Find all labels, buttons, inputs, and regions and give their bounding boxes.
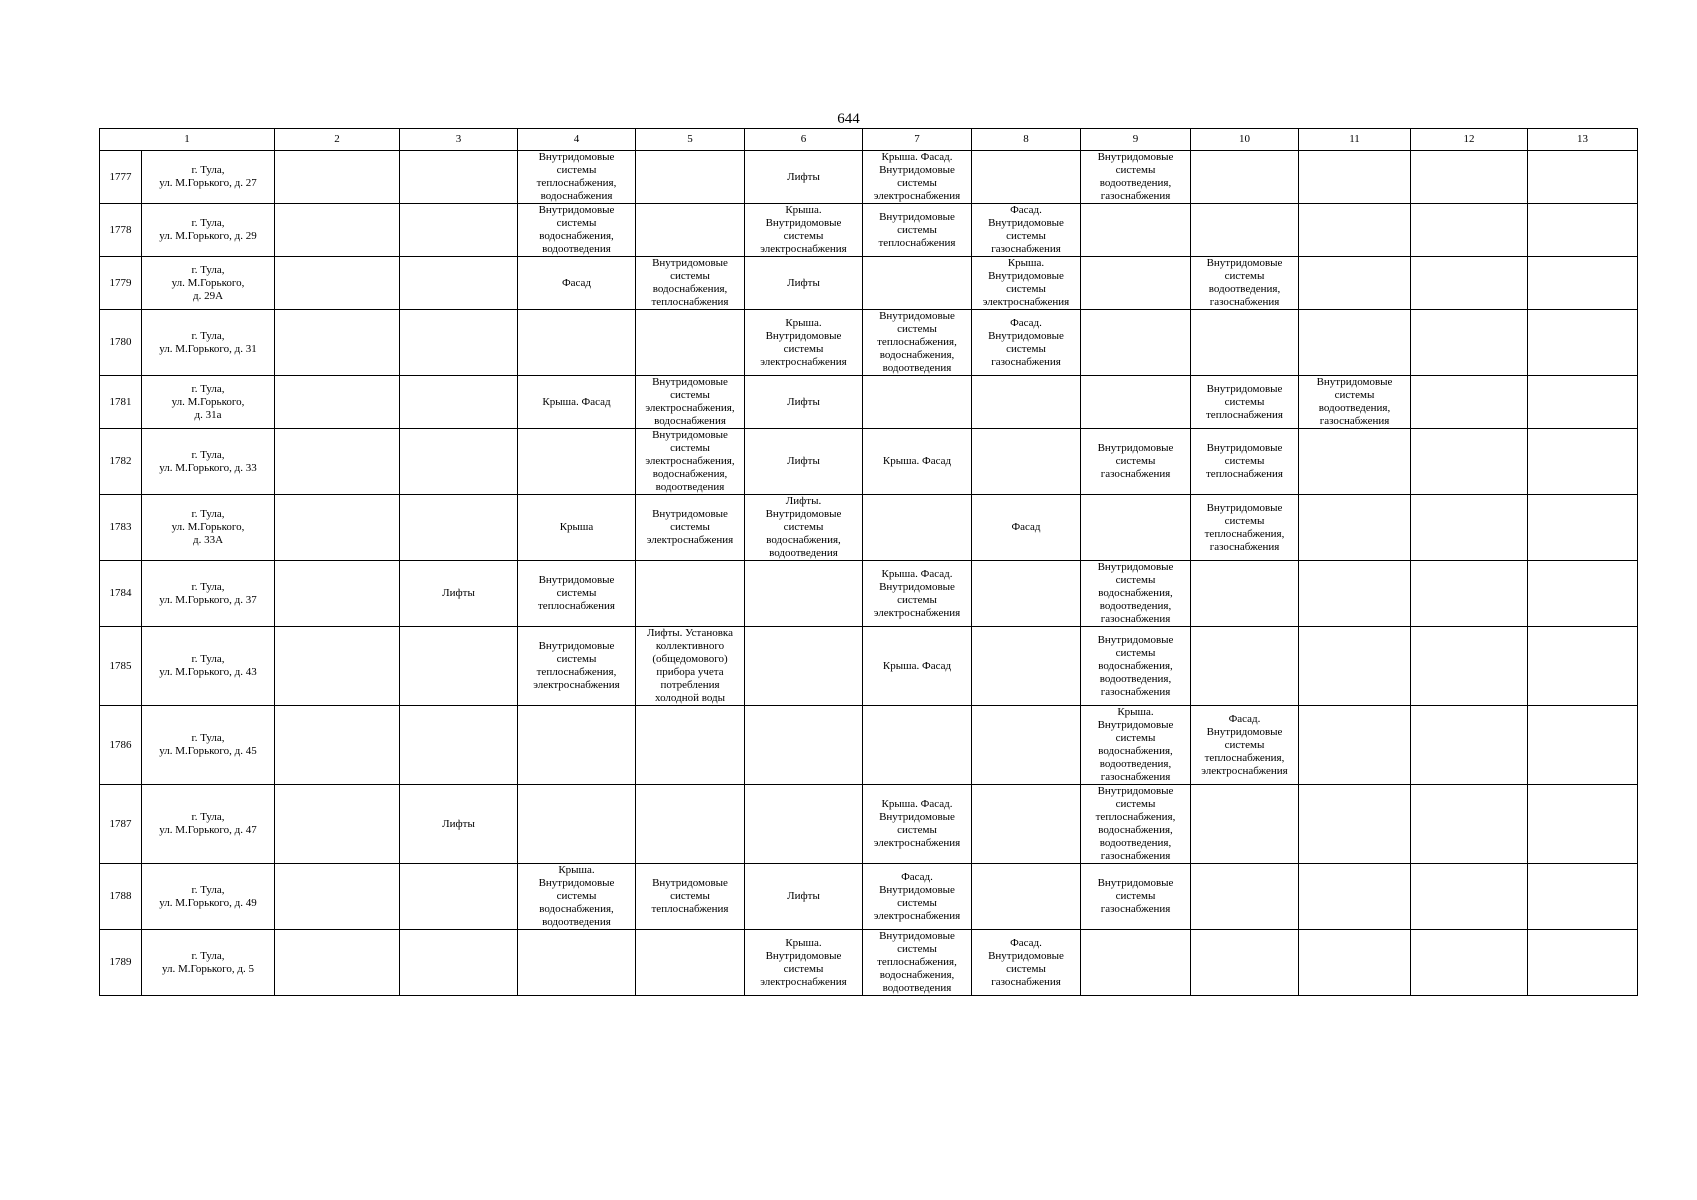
work-cell-3	[400, 376, 518, 429]
work-cell-10	[1191, 561, 1299, 627]
address-text: г. Тула, ул. М.Горького, д. 43	[159, 653, 257, 678]
address-cell	[142, 930, 275, 996]
work-cell-2	[275, 151, 400, 204]
work-cell-13	[1528, 930, 1638, 996]
work-cell-5	[636, 706, 745, 785]
work-text: Фасад	[1011, 521, 1041, 533]
work-cell-7	[863, 706, 972, 785]
row-number: 1781	[100, 376, 142, 429]
address-text: г. Тула, ул. М.Горького, д. 45	[159, 732, 257, 757]
column-header: 8	[972, 129, 1081, 151]
work-cell-6	[745, 429, 863, 495]
work-cell-2	[275, 706, 400, 785]
work-cell-2	[275, 561, 400, 627]
work-cell-13	[1528, 495, 1638, 561]
work-cell-13	[1528, 706, 1638, 785]
work-text: Внутридомовые системы теплоснабжения	[651, 877, 729, 915]
work-cell-9	[1081, 429, 1191, 495]
work-text: Крыша. Фасад. Внутридомовые системы электроснабжения	[873, 798, 961, 849]
work-text: Внутридомовые системы водоснабжения, водоотведения, газоснабжения	[1097, 561, 1174, 625]
work-cell-7	[863, 376, 972, 429]
work-cell-9	[1081, 204, 1191, 257]
table-row	[100, 376, 1638, 429]
work-cell-7	[863, 310, 972, 376]
work-cell-9	[1081, 627, 1191, 706]
work-text: Внутридомовые системы водоотведения, газоснабжения	[1206, 257, 1283, 308]
work-cell-2	[275, 864, 400, 930]
work-cell-5	[636, 864, 745, 930]
address-text: г. Тула, ул. М.Горького, д. 27	[159, 164, 257, 189]
address-text: г. Тула, ул. М.Горького, д. 29	[159, 217, 257, 242]
row-number: 1782	[100, 429, 142, 495]
work-cell-10	[1191, 706, 1299, 785]
row-number: 1778	[100, 204, 142, 257]
work-cell-5	[636, 785, 745, 864]
work-cell-4	[518, 429, 636, 495]
address-text: г. Тула, ул. М.Горького, д. 5	[161, 949, 255, 975]
work-cell-11	[1299, 257, 1411, 310]
page-number: 644	[837, 111, 860, 127]
work-cell-5	[636, 495, 745, 561]
work-cell-6	[745, 310, 863, 376]
address-text: г. Тула, ул. М.Горького, д. 31а	[171, 382, 245, 421]
work-cell-5	[636, 561, 745, 627]
address-text: г. Тула, ул. М.Горького, д. 33А	[171, 508, 245, 546]
work-cell-8	[972, 785, 1081, 864]
address-cell	[142, 785, 275, 864]
work-text: Внутридомовые системы водоотведения, газоснабжения	[1097, 151, 1174, 202]
work-cell-7	[863, 257, 972, 310]
work-cell-9	[1081, 706, 1191, 785]
work-text: Внутридомовые системы теплоснабжения	[538, 574, 615, 612]
address-cell	[142, 257, 275, 310]
column-header: 9	[1081, 129, 1191, 151]
column-header: 1	[100, 129, 275, 151]
address-cell	[142, 706, 275, 785]
work-cell-4	[518, 151, 636, 204]
work-text: Лифты	[787, 395, 820, 408]
work-cell-2	[275, 257, 400, 310]
work-cell-2	[275, 376, 400, 429]
work-cell-12	[1411, 706, 1528, 785]
work-cell-7	[863, 204, 972, 257]
work-cell-12	[1411, 376, 1528, 429]
work-text: Внутридомовые системы теплоснабжения, водоснабжения, водоотведения, газоснабжения	[1095, 785, 1176, 862]
work-text: Внутридомовые системы теплоснабжения, электроснабжения	[533, 640, 620, 691]
work-cell-4	[518, 627, 636, 706]
work-cell-8	[972, 930, 1081, 996]
work-cell-12	[1411, 204, 1528, 257]
column-header: 12	[1411, 129, 1528, 151]
work-cell-7	[863, 864, 972, 930]
work-text: Фасад. Внутридомовые системы электроснабжения	[873, 870, 961, 922]
work-cell-3	[400, 429, 518, 495]
row-number: 1787	[100, 785, 142, 864]
address-text: г. Тула, ул. М.Горького, д. 37	[159, 580, 257, 606]
work-text: Крыша. Фасад	[882, 455, 952, 467]
work-cell-3	[400, 627, 518, 706]
work-cell-5	[636, 429, 745, 495]
work-cell-6	[745, 785, 863, 864]
work-cell-13	[1528, 376, 1638, 429]
work-cell-6	[745, 627, 863, 706]
work-cell-7	[863, 429, 972, 495]
row-number: 1786	[100, 706, 142, 785]
work-cell-4	[518, 376, 636, 429]
work-text: Фасад. Внутридомовые системы газоснабжения	[988, 936, 1064, 988]
work-text: Крыша. Внутридомовые системы электроснабжения	[982, 257, 1070, 308]
table-row	[100, 429, 1638, 495]
work-cell-10	[1191, 864, 1299, 930]
work-cell-6	[745, 257, 863, 310]
work-cell-10	[1191, 930, 1299, 996]
repair-schedule-table	[99, 128, 1638, 996]
work-cell-9	[1081, 495, 1191, 561]
work-cell-8	[972, 151, 1081, 204]
column-header: 3	[400, 129, 518, 151]
work-cell-9	[1081, 561, 1191, 627]
work-text: Внутридомовые системы теплоснабжения, газоснабжения	[1204, 501, 1285, 553]
table-row	[100, 785, 1638, 864]
work-cell-7	[863, 785, 972, 864]
table-row	[100, 310, 1638, 376]
work-cell-5	[636, 151, 745, 204]
address-cell	[142, 627, 275, 706]
work-cell-12	[1411, 151, 1528, 204]
work-cell-4	[518, 257, 636, 310]
column-header: 13	[1528, 129, 1638, 151]
address-cell	[142, 204, 275, 257]
work-text: Внутридомовые системы теплоснабжения, водоснабжения, водоотведения	[877, 930, 957, 994]
work-cell-9	[1081, 785, 1191, 864]
work-cell-3	[400, 310, 518, 376]
address-cell	[142, 429, 275, 495]
work-cell-10	[1191, 204, 1299, 257]
work-cell-6	[745, 930, 863, 996]
work-cell-5	[636, 257, 745, 310]
work-cell-3	[400, 257, 518, 310]
work-cell-8	[972, 376, 1081, 429]
work-text: Фасад. Внутридомовые системы газоснабжения	[988, 316, 1064, 368]
work-cell-2	[275, 930, 400, 996]
work-cell-3	[400, 561, 518, 627]
work-cell-5	[636, 930, 745, 996]
work-cell-2	[275, 204, 400, 257]
work-cell-10	[1191, 495, 1299, 561]
work-cell-11	[1299, 204, 1411, 257]
work-cell-12	[1411, 257, 1528, 310]
work-cell-7	[863, 561, 972, 627]
work-cell-12	[1411, 429, 1528, 495]
work-cell-10	[1191, 151, 1299, 204]
work-cell-3	[400, 706, 518, 785]
work-cell-6	[745, 561, 863, 627]
column-header: 11	[1299, 129, 1411, 151]
work-cell-4	[518, 310, 636, 376]
work-text: Крыша. Внутридомовые системы водоснабжения, водоотведения	[538, 864, 615, 928]
work-cell-5	[636, 627, 745, 706]
work-text: Внутридомовые системы электроснабжения, водоснабжения	[645, 376, 735, 427]
work-cell-10	[1191, 376, 1299, 429]
work-text: Фасад. Внутридомовые системы теплоснабжения, электроснабжения	[1201, 712, 1288, 777]
work-cell-13	[1528, 864, 1638, 930]
column-header: 10	[1191, 129, 1299, 151]
work-text: Внутридомовые системы водоснабжения, водоотведения, газоснабжения	[1097, 633, 1174, 698]
work-cell-10	[1191, 627, 1299, 706]
work-cell-8	[972, 627, 1081, 706]
column-header: 7	[863, 129, 972, 151]
work-cell-11	[1299, 785, 1411, 864]
work-text: Крыша. Фасад	[542, 395, 611, 408]
table-row	[100, 930, 1638, 996]
work-text: Лифты. Внутридомовые системы водоснабжения, водоотведения	[765, 495, 842, 559]
work-text: Фасад	[561, 276, 592, 289]
work-cell-13	[1528, 310, 1638, 376]
row-number: 1779	[100, 257, 142, 310]
work-text: Внутридомовые системы водоснабжения, водоотведения	[538, 204, 615, 255]
work-cell-3	[400, 204, 518, 257]
work-text: Крыша. Внутридомовые системы электроснабжения	[760, 316, 847, 368]
address-cell	[142, 561, 275, 627]
address-cell	[142, 310, 275, 376]
column-header: 2	[275, 129, 400, 151]
work-cell-7	[863, 930, 972, 996]
work-cell-8	[972, 204, 1081, 257]
work-cell-11	[1299, 310, 1411, 376]
work-cell-9	[1081, 376, 1191, 429]
work-cell-12	[1411, 310, 1528, 376]
table-row	[100, 204, 1638, 257]
work-cell-6	[745, 495, 863, 561]
work-cell-7	[863, 151, 972, 204]
work-cell-8	[972, 429, 1081, 495]
row-number: 1780	[100, 310, 142, 376]
work-cell-10	[1191, 429, 1299, 495]
work-cell-4	[518, 785, 636, 864]
work-cell-12	[1411, 495, 1528, 561]
work-cell-7	[863, 495, 972, 561]
work-text: Крыша. Внутридомовые системы водоснабжения, водоотведения, газоснабжения	[1097, 706, 1174, 783]
work-cell-11	[1299, 376, 1411, 429]
row-number: 1784	[100, 561, 142, 627]
work-text: Внутридомовые системы водоснабжения, теплоснабжения	[651, 257, 729, 308]
address-text: г. Тула, ул. М.Горького, д. 31	[159, 329, 257, 355]
work-text: Крыша. Внутридомовые системы электроснабжения	[760, 936, 847, 988]
work-cell-2	[275, 627, 400, 706]
work-cell-12	[1411, 561, 1528, 627]
work-cell-9	[1081, 310, 1191, 376]
work-text: Лифты	[787, 455, 820, 467]
work-cell-8	[972, 495, 1081, 561]
work-text: Лифты	[787, 170, 820, 183]
work-cell-3	[400, 785, 518, 864]
work-cell-13	[1528, 204, 1638, 257]
work-text: Крыша. Внутридомовые системы электроснабжения	[760, 204, 847, 255]
work-cell-8	[972, 561, 1081, 627]
work-cell-11	[1299, 627, 1411, 706]
work-text: Крыша. Фасад. Внутридомовые системы электроснабжения	[873, 567, 961, 619]
table-row	[100, 561, 1638, 627]
work-cell-3	[400, 151, 518, 204]
work-text: Внутридомовые системы газоснабжения	[1097, 877, 1174, 915]
address-cell	[142, 864, 275, 930]
work-cell-12	[1411, 627, 1528, 706]
address-cell	[142, 495, 275, 561]
work-cell-4	[518, 930, 636, 996]
work-text: Лифты. Установка коллективного (общедомового) прибора учета потребления холодной воды	[647, 627, 733, 704]
work-cell-3	[400, 495, 518, 561]
table-row	[100, 257, 1638, 310]
work-text: Лифты	[442, 817, 475, 830]
work-cell-13	[1528, 429, 1638, 495]
address-cell	[142, 376, 275, 429]
work-text: Внутридомовые системы электроснабжения, водоснабжения, водоотведения	[645, 429, 735, 493]
work-cell-13	[1528, 561, 1638, 627]
work-text: Внутридомовые системы теплоснабжения	[1206, 382, 1283, 421]
work-cell-6	[745, 706, 863, 785]
work-cell-4	[518, 204, 636, 257]
work-cell-2	[275, 429, 400, 495]
table-row	[100, 864, 1638, 930]
work-text: Лифты	[787, 890, 820, 902]
table-row	[100, 706, 1638, 785]
row-number: 1777	[100, 151, 142, 204]
work-cell-11	[1299, 495, 1411, 561]
work-cell-3	[400, 930, 518, 996]
work-cell-3	[400, 864, 518, 930]
row-number: 1788	[100, 864, 142, 930]
work-cell-13	[1528, 785, 1638, 864]
work-cell-13	[1528, 627, 1638, 706]
work-text: Внутридомовые системы теплоснабжения, водоснабжения, водоотведения	[877, 310, 957, 374]
work-text: Крыша. Фасад	[882, 659, 952, 672]
row-number: 1783	[100, 495, 142, 561]
work-text: Внутридомовые системы газоснабжения	[1097, 442, 1174, 480]
row-number: 1785	[100, 627, 142, 706]
work-text: Внутридомовые системы водоотведения, газоснабжения	[1316, 376, 1393, 427]
work-cell-11	[1299, 561, 1411, 627]
work-cell-5	[636, 310, 745, 376]
address-text: г. Тула, ул. М.Горького, д. 49	[159, 883, 257, 909]
work-text: Фасад. Внутридомовые системы газоснабжения	[988, 204, 1064, 255]
work-cell-6	[745, 151, 863, 204]
work-cell-4	[518, 864, 636, 930]
work-cell-9	[1081, 151, 1191, 204]
work-cell-2	[275, 495, 400, 561]
work-cell-4	[518, 706, 636, 785]
work-cell-4	[518, 561, 636, 627]
work-text: Внутридомовые системы теплоснабжения, водоснабжения	[536, 151, 617, 202]
work-cell-10	[1191, 310, 1299, 376]
work-cell-10	[1191, 257, 1299, 310]
work-cell-13	[1528, 151, 1638, 204]
address-text: г. Тула, ул. М.Горького, д. 47	[159, 811, 257, 836]
work-cell-9	[1081, 864, 1191, 930]
work-cell-5	[636, 204, 745, 257]
column-header: 4	[518, 129, 636, 151]
work-cell-6	[745, 864, 863, 930]
work-text: Лифты	[442, 587, 475, 599]
row-number: 1789	[100, 930, 142, 996]
work-cell-4	[518, 495, 636, 561]
work-cell-9	[1081, 257, 1191, 310]
work-cell-11	[1299, 151, 1411, 204]
work-cell-2	[275, 785, 400, 864]
work-cell-7	[863, 627, 972, 706]
work-cell-6	[745, 376, 863, 429]
work-cell-11	[1299, 429, 1411, 495]
column-header: 5	[636, 129, 745, 151]
work-cell-12	[1411, 930, 1528, 996]
work-cell-12	[1411, 864, 1528, 930]
work-text: Крыша. Фасад. Внутридомовые системы электроснабжения	[873, 151, 961, 202]
column-header-row	[100, 129, 1638, 151]
work-text: Лифты	[787, 276, 820, 289]
table-row	[100, 151, 1638, 204]
work-cell-8	[972, 257, 1081, 310]
table-row	[100, 627, 1638, 706]
work-cell-11	[1299, 706, 1411, 785]
work-cell-2	[275, 310, 400, 376]
work-text: Внутридомовые системы теплоснабжения	[878, 210, 956, 249]
work-cell-9	[1081, 930, 1191, 996]
work-cell-11	[1299, 930, 1411, 996]
address-text: г. Тула, ул. М.Горького, д. 29А	[171, 263, 245, 302]
work-text: Крыша	[559, 521, 594, 533]
work-text: Внутридомовые системы теплоснабжения	[1206, 442, 1283, 480]
work-cell-8	[972, 310, 1081, 376]
work-cell-8	[972, 864, 1081, 930]
work-cell-12	[1411, 785, 1528, 864]
work-cell-8	[972, 706, 1081, 785]
work-cell-5	[636, 376, 745, 429]
address-cell	[142, 151, 275, 204]
work-text: Внутридомовые системы электроснабжения	[646, 508, 734, 546]
column-header: 6	[745, 129, 863, 151]
work-cell-13	[1528, 257, 1638, 310]
work-cell-10	[1191, 785, 1299, 864]
work-cell-11	[1299, 864, 1411, 930]
table-row	[100, 495, 1638, 561]
work-cell-6	[745, 204, 863, 257]
address-text: г. Тула, ул. М.Горького, д. 33	[159, 448, 257, 474]
